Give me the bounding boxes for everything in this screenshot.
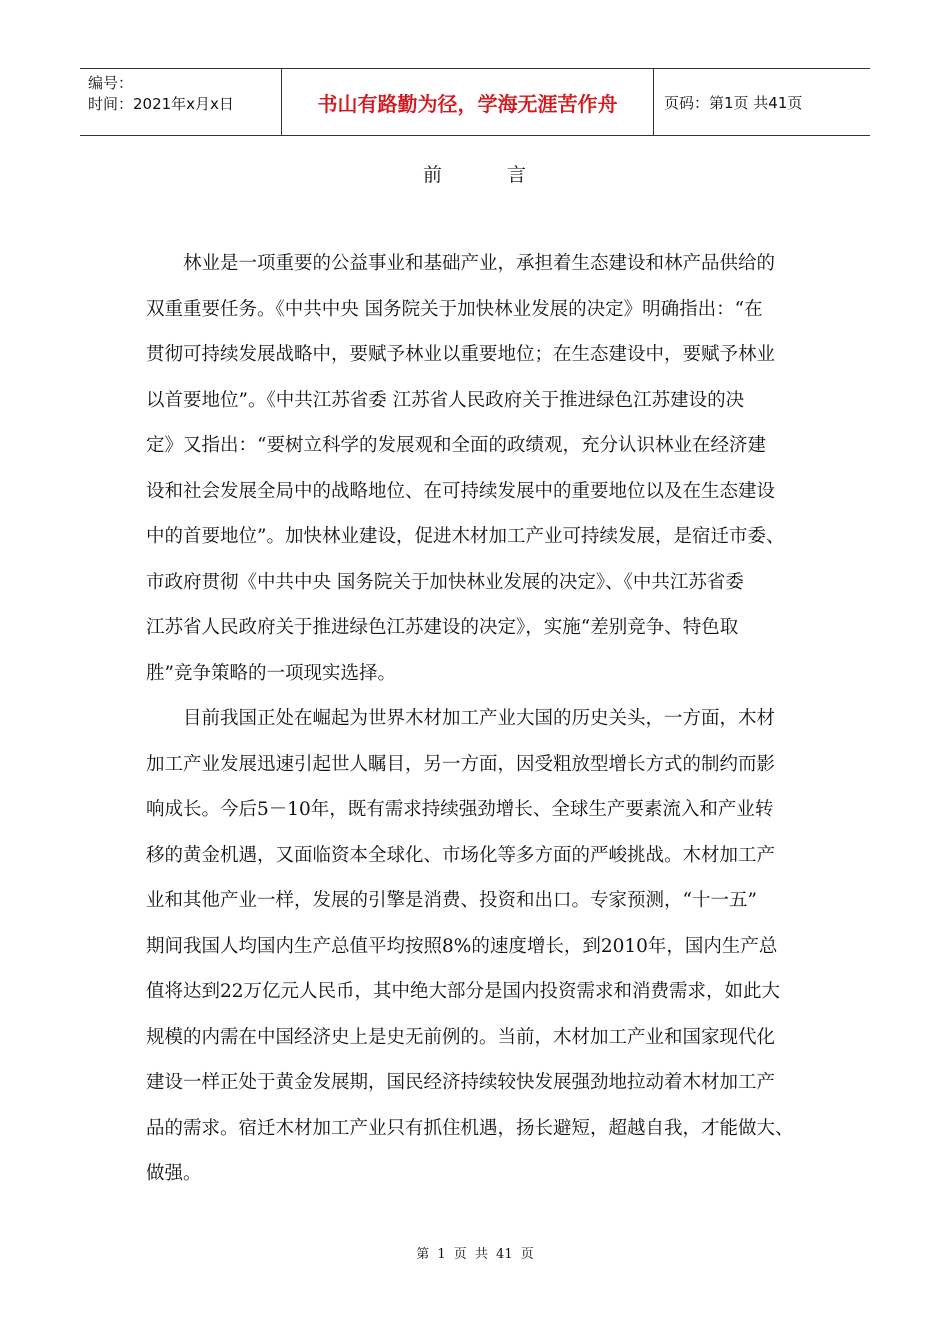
paragraph-line: 建设一样正处于黄金发展期，国民经济持续较快发展强劲地拉动着木材加工产 xyxy=(146,1072,776,1093)
paragraph-line: 期间我国人均国内生产总值平均按照8%的速度增长，到2010年，国内生产总 xyxy=(146,935,778,957)
paragraph-line: 加工产业发展迅速引起世人瞩目，另一方面，因受粗放型增长方式的制约而影 xyxy=(146,753,776,775)
header-meta-cell xyxy=(80,69,282,135)
paragraph-line: 中的首要地位”。加快林业建设，促进木材加工产业可持续发展，是宿迁市委、 xyxy=(146,526,785,547)
paragraph-line: 胜”竞争策略的一项现实选择。 xyxy=(146,662,396,684)
section-title-char-2: 言 xyxy=(507,164,528,186)
document-time-label: 时间：2021年x月x日 xyxy=(88,95,234,113)
paragraph-1 xyxy=(146,241,806,696)
footer-page-number: 第 1 页 共 41 页 xyxy=(416,1247,534,1262)
paragraph-line: 品的需求。宿迁木材加工产业只有抓住机遇，扬长避短，超越自我，才能做大、 xyxy=(146,1117,794,1139)
header-motto: 书山有路勤为径，学海无涯苦作舟 xyxy=(317,91,618,116)
paragraph-line: 江苏省人民政府关于推进绿色江苏建设的决定》，实施“差别竞争、特色取 xyxy=(146,617,739,638)
paragraph-line: 做强。 xyxy=(146,1163,202,1184)
document-number-label: 编号： xyxy=(88,74,134,92)
header-table xyxy=(80,68,870,136)
paragraph-line: 以首要地位”。《中共江苏省委 江苏省人民政府关于推进绿色江苏建设的决 xyxy=(146,389,745,411)
paragraph-2 xyxy=(146,696,806,1197)
paragraph-line: 设和社会发展全局中的战略地位、在可持续发展中的重要地位以及在生态建设 xyxy=(146,480,776,502)
paragraph-line: 贯彻可持续发展战略中，要赋予林业以重要地位；在生态建设中，要赋予林业 xyxy=(146,344,776,365)
header-motto-cell xyxy=(282,69,654,135)
section-title xyxy=(0,160,950,187)
paragraph-line: 林业是一项重要的公益事业和基础产业，承担着生态建设和林产品供给的 xyxy=(183,253,776,274)
paragraph-line: 响成长。今后5－10年，既有需求持续强劲增长、全球生产要素流入和产业转 xyxy=(146,799,774,820)
paragraph-line: 值将达到22万亿元人民币，其中绝大部分是国内投资需求和消费需求，如此大 xyxy=(146,981,781,1002)
section-title-char-1: 前 xyxy=(422,164,443,186)
paragraph-line: 目前我国正处在崛起为世界木材加工产业大国的历史关头，一方面，木材 xyxy=(183,708,776,729)
paragraph-line: 定》又指出：“要树立科学的发展观和全面的政绩观，充分认识林业在经济建 xyxy=(146,435,766,456)
paragraph-line: 双重重要任务。《中共中央 国务院关于加快林业发展的决定》明确指出：“在 xyxy=(146,298,763,320)
body-text xyxy=(146,241,806,1197)
paragraph-line: 移的黄金机遇，又面临资本全球化、市场化等多方面的严峻挑战。木材加工产 xyxy=(146,844,776,866)
page-footer xyxy=(0,1243,950,1262)
paragraph-line: 市政府贯彻《中共中央 国务院关于加快林业发展的决定》、《中共江苏省委 xyxy=(146,571,744,593)
paragraph-line: 业和其他产业一样，发展的引擎是消费、投资和出口。专家预测，“十一五” xyxy=(146,890,757,911)
paragraph-line: 规模的内需在中国经济史上是史无前例的。当前，木材加工产业和国家现代化 xyxy=(146,1026,776,1048)
header-page-info: 页码：第1页 共41页 xyxy=(664,93,803,112)
header-page-cell xyxy=(654,69,870,135)
